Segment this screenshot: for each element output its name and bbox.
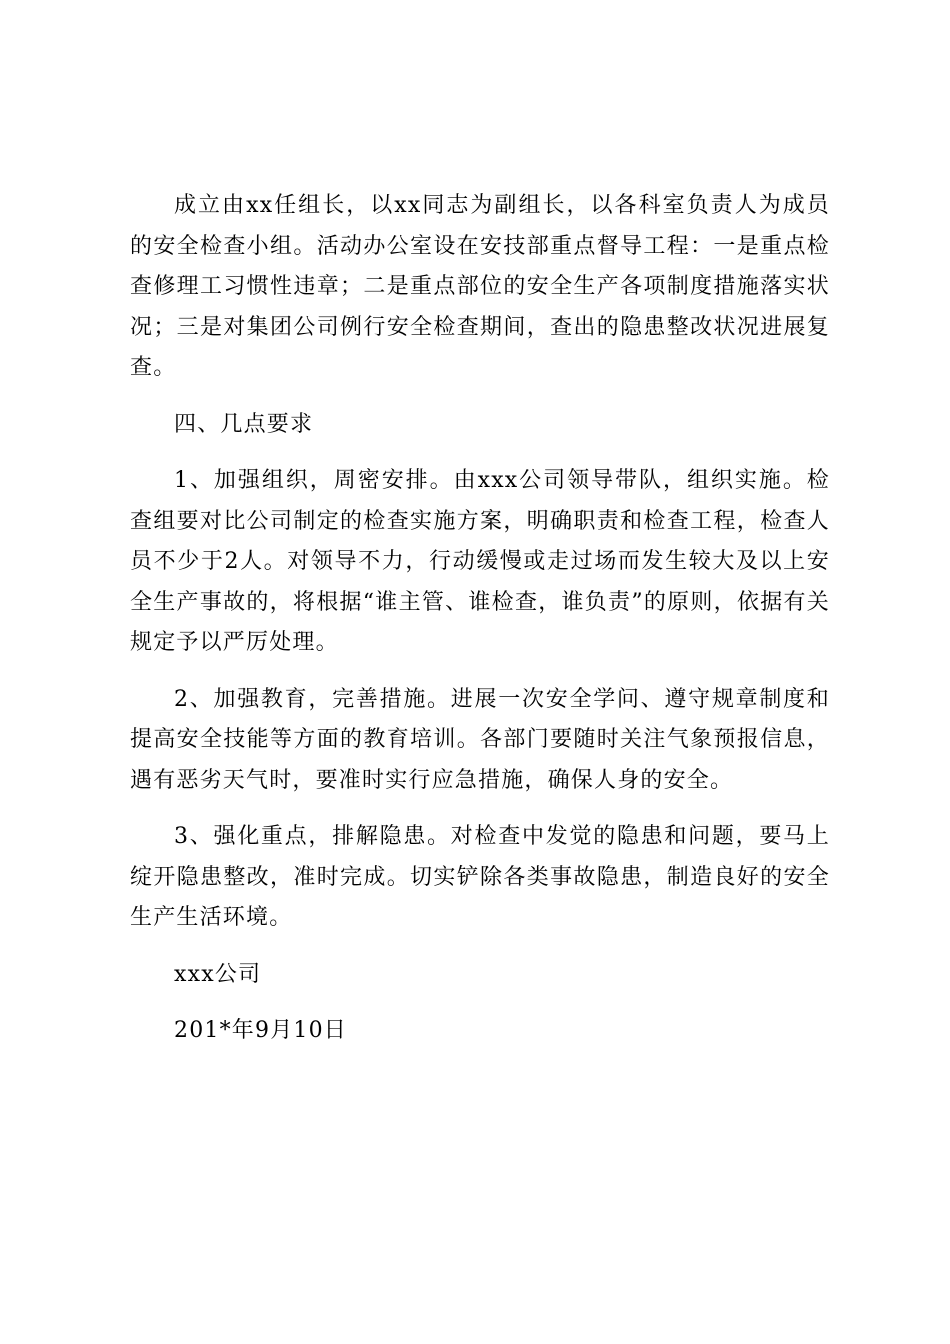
document-body bbox=[130, 186, 830, 1052]
section-heading-requirements: 四、几点要求 bbox=[174, 411, 314, 437]
paragraph-inspection-team: 成立由xx任组长，以xx同志为副组长，以各科室负责人为成员的安全检查小组。活动办公室设在安技部重点督导工程：一是重点检查修理工习惯性违章；二是重点部位的安全生产各项制度措施落实状况；三是对集团公司例行安全检查期间，查出的隐患整改状况进展复查。 bbox=[130, 193, 830, 380]
paragraph-requirement-2: 2、加强教育，完善措施。进展一次安全学问、遵守规章制度和提高安全技能等方面的教育培训。各部门要随时关注气象预报信息，遇有恶劣天气时，要准时实行应急措施，确保人身的安全。 bbox=[130, 686, 830, 793]
signature-company: xxx公司 bbox=[174, 961, 262, 987]
signature-date: 201*年9月10日 bbox=[174, 1018, 347, 1043]
paragraph-requirement-3: 3、强化重点，排解隐患。对检查中发觉的隐患和问题，要马上绽开隐患整改，准时完成。切实铲除各类事故隐患，制造良好的安全生产生活环境。 bbox=[130, 824, 830, 930]
paragraph-requirement-1: 1、加强组织，周密安排。由xxx公司领导带队，组织实施。检查组要对比公司制定的检查实施方案，明确职责和检查工程，检查人员不少于2人。对领导不力，行动缓慢或走过场而发生较大及以上安全生产事故的，将根据“谁主管、谁检查，谁负责”的原则，依据有关规定予以严厉处理。 bbox=[130, 468, 830, 655]
